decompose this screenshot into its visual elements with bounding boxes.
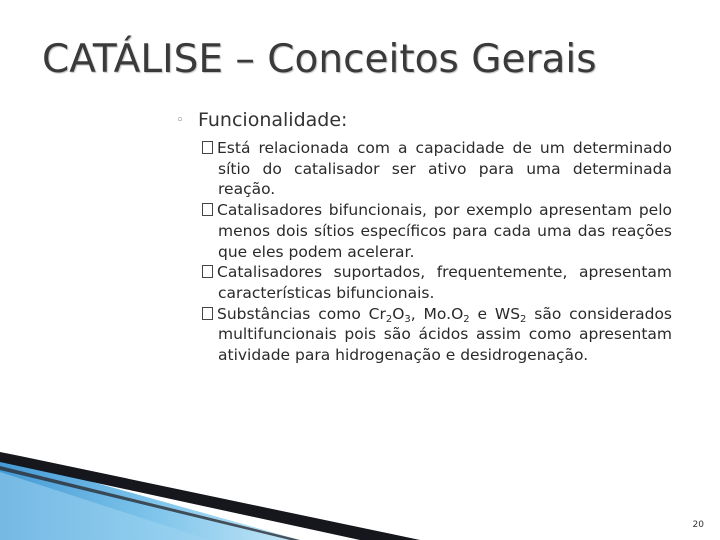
subscript: 2 bbox=[463, 313, 470, 325]
list-item bbox=[202, 200, 672, 262]
missing-glyph-box-icon bbox=[202, 203, 213, 216]
list-item bbox=[202, 262, 672, 303]
list-item-text: Está relacionada com a capacidade de um determinado sítio do catalisador ser ativo para uma determinada reação. bbox=[217, 139, 672, 199]
subscript: 2 bbox=[520, 313, 527, 325]
list-item-text: Catalisadores suportados, frequentemente, apresentam características bifuncionais. bbox=[217, 263, 672, 302]
subscript: 2 bbox=[385, 313, 393, 325]
page-number: 20 bbox=[692, 520, 704, 530]
formula-text-part: O bbox=[392, 304, 405, 323]
circle-bullet-icon: ◦ bbox=[176, 113, 184, 128]
bullet-list bbox=[202, 138, 672, 366]
list-item bbox=[202, 138, 672, 200]
missing-glyph-box-icon bbox=[202, 265, 213, 278]
level1-label: Funcionalidade: bbox=[198, 109, 348, 131]
formula-text-part: Substâncias como Cr bbox=[217, 304, 386, 323]
slide-title: CATÁLISE – Conceitos Gerais bbox=[42, 37, 597, 82]
missing-glyph-box-icon bbox=[202, 307, 213, 320]
formula-text-part: são considerados multifuncionais pois são ácidos assim como apresentam atividade para hidrogenação e desidrogenação. bbox=[218, 304, 673, 365]
list-item-text: Catalisadores bifuncionais, por exemplo apresentam pelo menos dois sítios específicos para cada uma das reações que eles podem acelerar. bbox=[217, 201, 672, 261]
missing-glyph-box-icon bbox=[202, 141, 213, 154]
subscript: 3 bbox=[404, 313, 411, 325]
list-item bbox=[202, 304, 672, 366]
level1-bullet bbox=[176, 108, 347, 133]
formula-text-part: e WS bbox=[469, 304, 521, 323]
formula-text-part: , Mo.O bbox=[410, 304, 464, 323]
